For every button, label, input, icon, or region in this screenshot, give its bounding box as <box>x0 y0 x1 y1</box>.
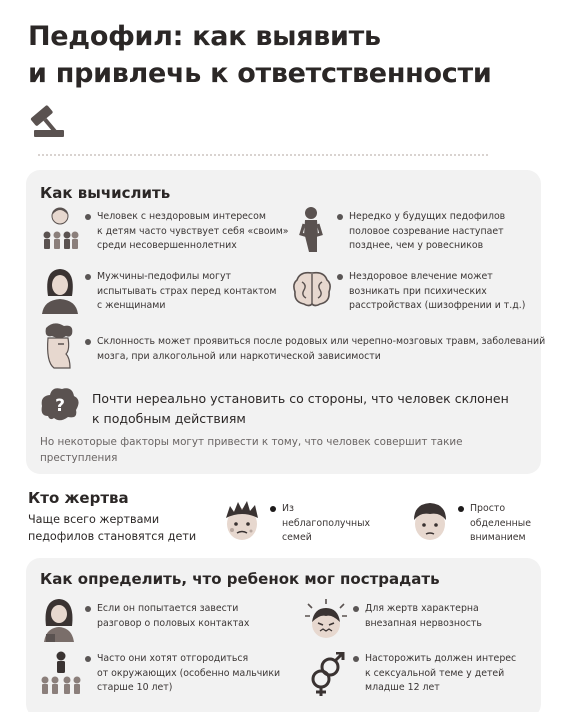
question-cloud-icon <box>40 386 80 422</box>
bullet <box>85 274 91 280</box>
identify-item-2: Нередко у будущих педофилов половое созревание наступает позднее, чем у ровесников <box>349 210 505 254</box>
title-line-2: и привлечь к ответственности <box>28 58 492 89</box>
svg-text:?: ? <box>55 396 65 416</box>
title-line-1: Педофил: как выявить <box>28 21 381 52</box>
victim-subtitle: Чаще всего жертвами педофилов становятся дети <box>28 513 197 543</box>
victim-item-2: Просто обделенные вниманием <box>470 502 531 546</box>
page-title <box>28 18 548 92</box>
bullet <box>85 214 91 220</box>
victim-item-1: Из неблагополучных семей <box>282 502 370 546</box>
nervous-face-icon <box>304 598 348 642</box>
gavel-icon <box>28 98 72 142</box>
bullet <box>458 506 464 512</box>
detect-item-3: Часто они хотят отгородиться от окружающих (особенно мальчики старше 10 лет) <box>97 652 280 696</box>
isolated-child-icon <box>40 650 82 696</box>
bullet <box>85 339 91 345</box>
detect-item-1: Если он попытается завести разговор о половых контактах <box>97 602 249 631</box>
identify-heading: Как вычислить <box>40 184 171 202</box>
identify-item-3: Мужчины-педофилы могут испытывать страх перед контактом с женщинами <box>97 270 276 314</box>
detect-item-4: Насторожить должен интерес к сексуальной теме у детей младше 12 лет <box>365 652 516 696</box>
bullet <box>85 606 91 612</box>
bullet <box>85 656 91 662</box>
identify-item-5: Склонность может проявиться после родовых или черепно-мозговых травм, заболеваний мозга, при алкогольной или наркотической зависимости <box>97 335 545 364</box>
woman-icon <box>40 266 80 314</box>
dirty-child-face-icon <box>222 500 262 542</box>
header-divider <box>38 154 488 156</box>
bullet <box>337 274 343 280</box>
bullet <box>353 606 359 612</box>
sad-child-face-icon <box>410 500 450 542</box>
identify-item-4: Нездоровое влечение может возникать при психических расстройствах (шизофрении и т.д.) <box>349 270 525 314</box>
brain-icon <box>292 270 332 308</box>
bullet <box>353 656 359 662</box>
identify-note: Но некоторые факторы могут привести к тому, что человек совершит такие преступления <box>40 436 463 464</box>
bullet <box>337 214 343 220</box>
identify-item-1: Человек с нездоровым интересом к детям часто чувствует себя «своим» среди несовершеннолетних <box>97 210 289 254</box>
victim-heading: Кто жертва <box>28 489 129 507</box>
identify-highlight: Почти нереально установить со стороны, что человек склонен к подобным действиям <box>92 391 509 426</box>
bullet <box>270 506 276 512</box>
gender-symbols-icon <box>306 652 346 696</box>
group-of-children-icon <box>40 206 80 254</box>
detect-heading: Как определить, что ребенок мог пострадать <box>40 570 440 588</box>
detect-item-2: Для жертв характерна внезапная нервозность <box>365 602 482 631</box>
girl-icon <box>40 596 78 642</box>
embarrassed-boy-icon <box>298 206 324 252</box>
head-injury-icon <box>40 322 76 370</box>
